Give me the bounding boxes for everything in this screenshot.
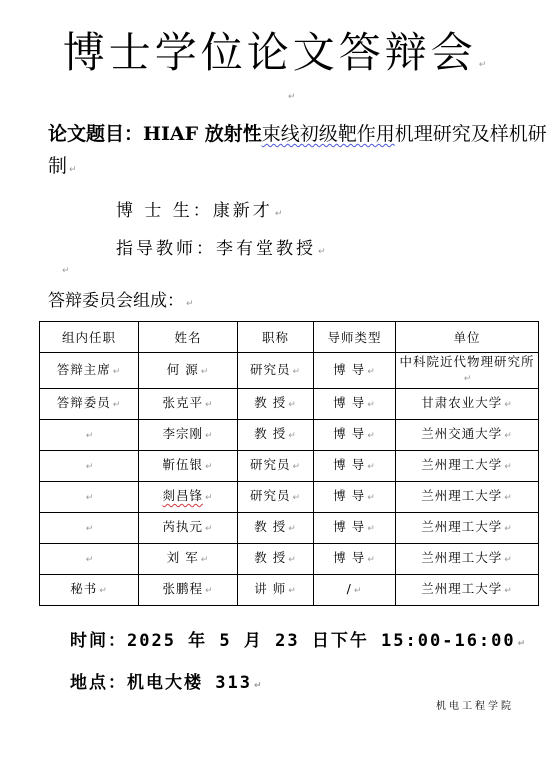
defense-place-line [70, 668, 264, 693]
defense-time-line [70, 626, 527, 651]
cell-name: 李宗刚 ↵ [139, 420, 238, 451]
cell-mark-icon: ↵ [504, 462, 513, 472]
cell-role: 答辩主席 ↵ [40, 353, 139, 389]
table-row [40, 389, 539, 420]
cell-affiliation: 甘肃农业大学 ↵ [396, 389, 539, 420]
cell-mark-icon: ↵ [353, 586, 363, 596]
cell-title: 研究员 ↵ [238, 482, 314, 513]
cell-advisor-type: 博 导 ↵ [314, 544, 396, 575]
cell-mark-icon: ↵ [367, 431, 376, 441]
paragraph-mark-icon: ↵ [318, 247, 329, 257]
committee-table [39, 321, 539, 606]
header-affiliation: 单位 [396, 322, 539, 353]
table-row [40, 575, 539, 606]
cell-mark-icon: ↵ [200, 366, 210, 377]
place-label: 地点： [70, 673, 127, 693]
cell-mark-icon: ↵ [204, 493, 214, 503]
cell-title: 研究员 ↵ [238, 353, 314, 389]
cell-advisor-type: 博 导 ↵ [314, 482, 396, 513]
cell-mark-icon: ↵ [367, 555, 376, 565]
cell-mark-icon: ↵ [367, 462, 376, 472]
cell-title: 研究员 ↵ [238, 451, 314, 482]
cell-mark-icon: ↵ [85, 524, 95, 534]
cell-mark-icon: ↵ [204, 431, 214, 441]
table-row [40, 513, 539, 544]
cell-role [40, 544, 139, 575]
cell-title: 讲 师 ↵ [238, 575, 314, 606]
paragraph-mark-icon: ↵ [62, 266, 70, 276]
thesis-title-block [48, 118, 548, 186]
table-row [40, 353, 539, 389]
table-row [40, 420, 539, 451]
thesis-title-part2: 束线初级靶作用 [261, 123, 395, 145]
table-row [40, 482, 539, 513]
cell-mark-icon: ↵ [112, 400, 122, 410]
cell-mark-icon: ↵ [85, 431, 95, 441]
time-label: 时间： [70, 631, 127, 651]
cell-mark-icon: ↵ [204, 400, 214, 410]
cell-mark-icon: ↵ [85, 493, 95, 503]
time-value: 2025 年 5 月 23 日下午 15:00-16:00 [127, 631, 516, 651]
header-advisor-type: 导师类型 [314, 322, 396, 353]
advisor-label: 指导教师： [116, 239, 216, 259]
cell-mark-icon: ↵ [288, 555, 297, 565]
cell-mark-icon: ↵ [367, 366, 376, 377]
cell-mark-icon: ↵ [504, 431, 513, 441]
cell-role [40, 420, 139, 451]
header-role: 组内任职 [40, 322, 139, 353]
cell-mark-icon: ↵ [504, 586, 513, 596]
paragraph-mark-icon: ↵ [69, 165, 77, 175]
advisor-name: 李有堂教授 [216, 239, 316, 259]
paragraph-mark-icon: ↵ [288, 92, 296, 102]
cell-advisor-type: / ↵ [314, 575, 396, 606]
cell-title: 教 授 ↵ [238, 420, 314, 451]
cell-mark-icon: ↵ [200, 555, 210, 565]
paragraph-mark-icon: ↵ [478, 60, 491, 70]
cell-mark-icon: ↵ [504, 400, 513, 410]
table-row [40, 451, 539, 482]
cell-role: 秘书 ↵ [40, 575, 139, 606]
cell-name: 剡昌锋 ↵ [139, 482, 238, 513]
cell-title: 教 授 ↵ [238, 513, 314, 544]
cell-name: 芮执元 ↵ [139, 513, 238, 544]
cell-mark-icon: ↵ [204, 524, 214, 534]
cell-name: 靳伍银 ↵ [139, 451, 238, 482]
cell-mark-icon: ↵ [463, 374, 473, 384]
cell-name: 张鹏程 ↵ [139, 575, 238, 606]
cell-affiliation: 兰州理工大学 ↵ [396, 451, 539, 482]
cell-mark-icon: ↵ [85, 462, 95, 472]
doctor-label: 博 士 生： [116, 201, 213, 221]
cell-affiliation: 兰州理工大学 ↵ [396, 544, 539, 575]
cell-affiliation: 兰州理工大学 ↵ [396, 513, 539, 544]
cell-role: 答辩委员 ↵ [40, 389, 139, 420]
cell-mark-icon: ↵ [504, 493, 513, 503]
cell-title: 教 授 ↵ [238, 544, 314, 575]
doctor-name: 康新才 [212, 201, 273, 221]
cell-mark-icon: ↵ [292, 366, 302, 377]
document-title: 博士学位论文答辩会 ↵ [62, 28, 491, 77]
cell-mark-icon: ↵ [204, 462, 214, 472]
cell-mark-icon: ↵ [204, 586, 214, 596]
cell-role [40, 513, 139, 544]
cell-mark-icon: ↵ [292, 462, 302, 472]
cell-name: 刘 军 ↵ [139, 544, 238, 575]
cell-mark-icon: ↵ [85, 555, 95, 565]
cell-mark-icon: ↵ [367, 493, 376, 503]
cell-mark-icon: ↵ [504, 524, 513, 534]
header-title: 职称 [238, 322, 314, 353]
cell-title: 教 授 ↵ [238, 389, 314, 420]
thesis-title-part3: 机理研究及样机研制 [48, 123, 547, 177]
cell-mark-icon: ↵ [367, 524, 376, 534]
cell-advisor-type: 博 导 ↵ [314, 353, 396, 389]
thesis-label: 论文题目： [48, 123, 144, 145]
cell-mark-icon: ↵ [288, 524, 297, 534]
cell-mark-icon: ↵ [504, 555, 513, 565]
cell-mark-icon: ↵ [288, 586, 297, 596]
cell-mark-icon: ↵ [112, 366, 122, 377]
cell-advisor-type: 博 导 ↵ [314, 420, 396, 451]
cell-affiliation: 兰州理工大学 ↵ [396, 575, 539, 606]
cell-affiliation: 中科院近代物理研究所↵ [396, 353, 539, 389]
cell-name: 张克平 ↵ [139, 389, 238, 420]
table-header-row [40, 322, 539, 353]
paragraph-mark-icon: ↵ [274, 209, 286, 219]
paragraph-mark-icon: ↵ [253, 681, 264, 691]
table-row [40, 544, 539, 575]
cell-mark-icon: ↵ [288, 431, 297, 441]
place-value: 机电大楼 313 [127, 673, 252, 693]
cell-name: 何 源 ↵ [139, 353, 238, 389]
college-name: 机电工程学院 [436, 701, 514, 712]
cell-mark-icon: ↵ [99, 586, 108, 596]
cell-mark-icon: ↵ [367, 400, 376, 410]
cell-affiliation: 兰州理工大学 ↵ [396, 482, 539, 513]
cell-role [40, 451, 139, 482]
cell-affiliation: 兰州交通大学 ↵ [396, 420, 539, 451]
cell-advisor-type: 博 导 ↵ [314, 451, 396, 482]
committee-heading: 答辩委员会组成： ↵ [48, 291, 194, 311]
cell-advisor-type: 博 导 ↵ [314, 513, 396, 544]
paragraph-mark-icon: ↵ [186, 299, 194, 309]
doctoral-candidate-line [116, 196, 285, 221]
paragraph-mark-icon: ↵ [517, 639, 528, 649]
advisor-line [116, 234, 329, 259]
cell-role [40, 482, 139, 513]
header-name: 姓名 [139, 322, 238, 353]
thesis-title-part1: HIAF 放射性 [143, 123, 262, 145]
cell-mark-icon: ↵ [292, 493, 302, 503]
cell-mark-icon: ↵ [288, 400, 297, 410]
cell-advisor-type: 博 导 ↵ [314, 389, 396, 420]
